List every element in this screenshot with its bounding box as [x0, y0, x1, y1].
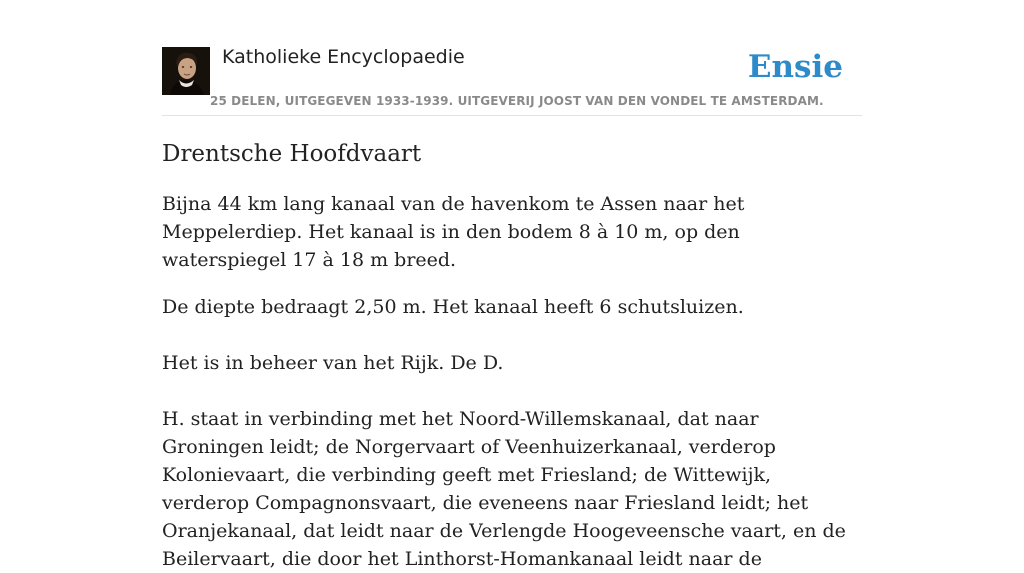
source-title[interactable]: Katholieke Encyclopaedie [222, 46, 465, 68]
source-header [162, 44, 862, 116]
avatar[interactable] [162, 47, 210, 95]
article-paragraph: De diepte bedraagt 2,50 m. Het kanaal heeft 6 schutsluizen. [162, 296, 744, 318]
article [162, 138, 862, 573]
article-paragraph: Het is in beheer van het Rijk. De D. [162, 352, 504, 374]
article-title: Drentsche Hoofdvaart [162, 141, 422, 167]
portrait-icon [162, 47, 210, 95]
article-paragraph: Bijna 44 km lang kanaal van de havenkom te Assen naar het Meppelerdiep. Het kanaal is in den bodem 8 à 10 m, op den waterspiegel 17 à 18 m breed. [162, 193, 745, 271]
brand-logo[interactable]: Ensie [747, 49, 843, 85]
source-meta: 25 DELEN, UITGEGEVEN 1933-1939. UITGEVERIJ JOOST VAN DEN VONDEL TE AMSTERDAM. [210, 94, 824, 108]
article-paragraph: H. staat in verbinding met het Noord-Willemskanaal, dat naar Groningen leidt; de Norgervaart of Veenhuizerkanaal, verderop Kolonievaart, die verbinding geeft met Friesland; de Wittewijk, verderop Compagnonsvaart, die eveneens naar Friesland leidt; het Oranjekanaal, dat leidt naar de Verlengde Hoogeveensche vaart, en de Beilervaart, die door het Linthorst-Homankanaal leidt naar de [162, 408, 846, 570]
